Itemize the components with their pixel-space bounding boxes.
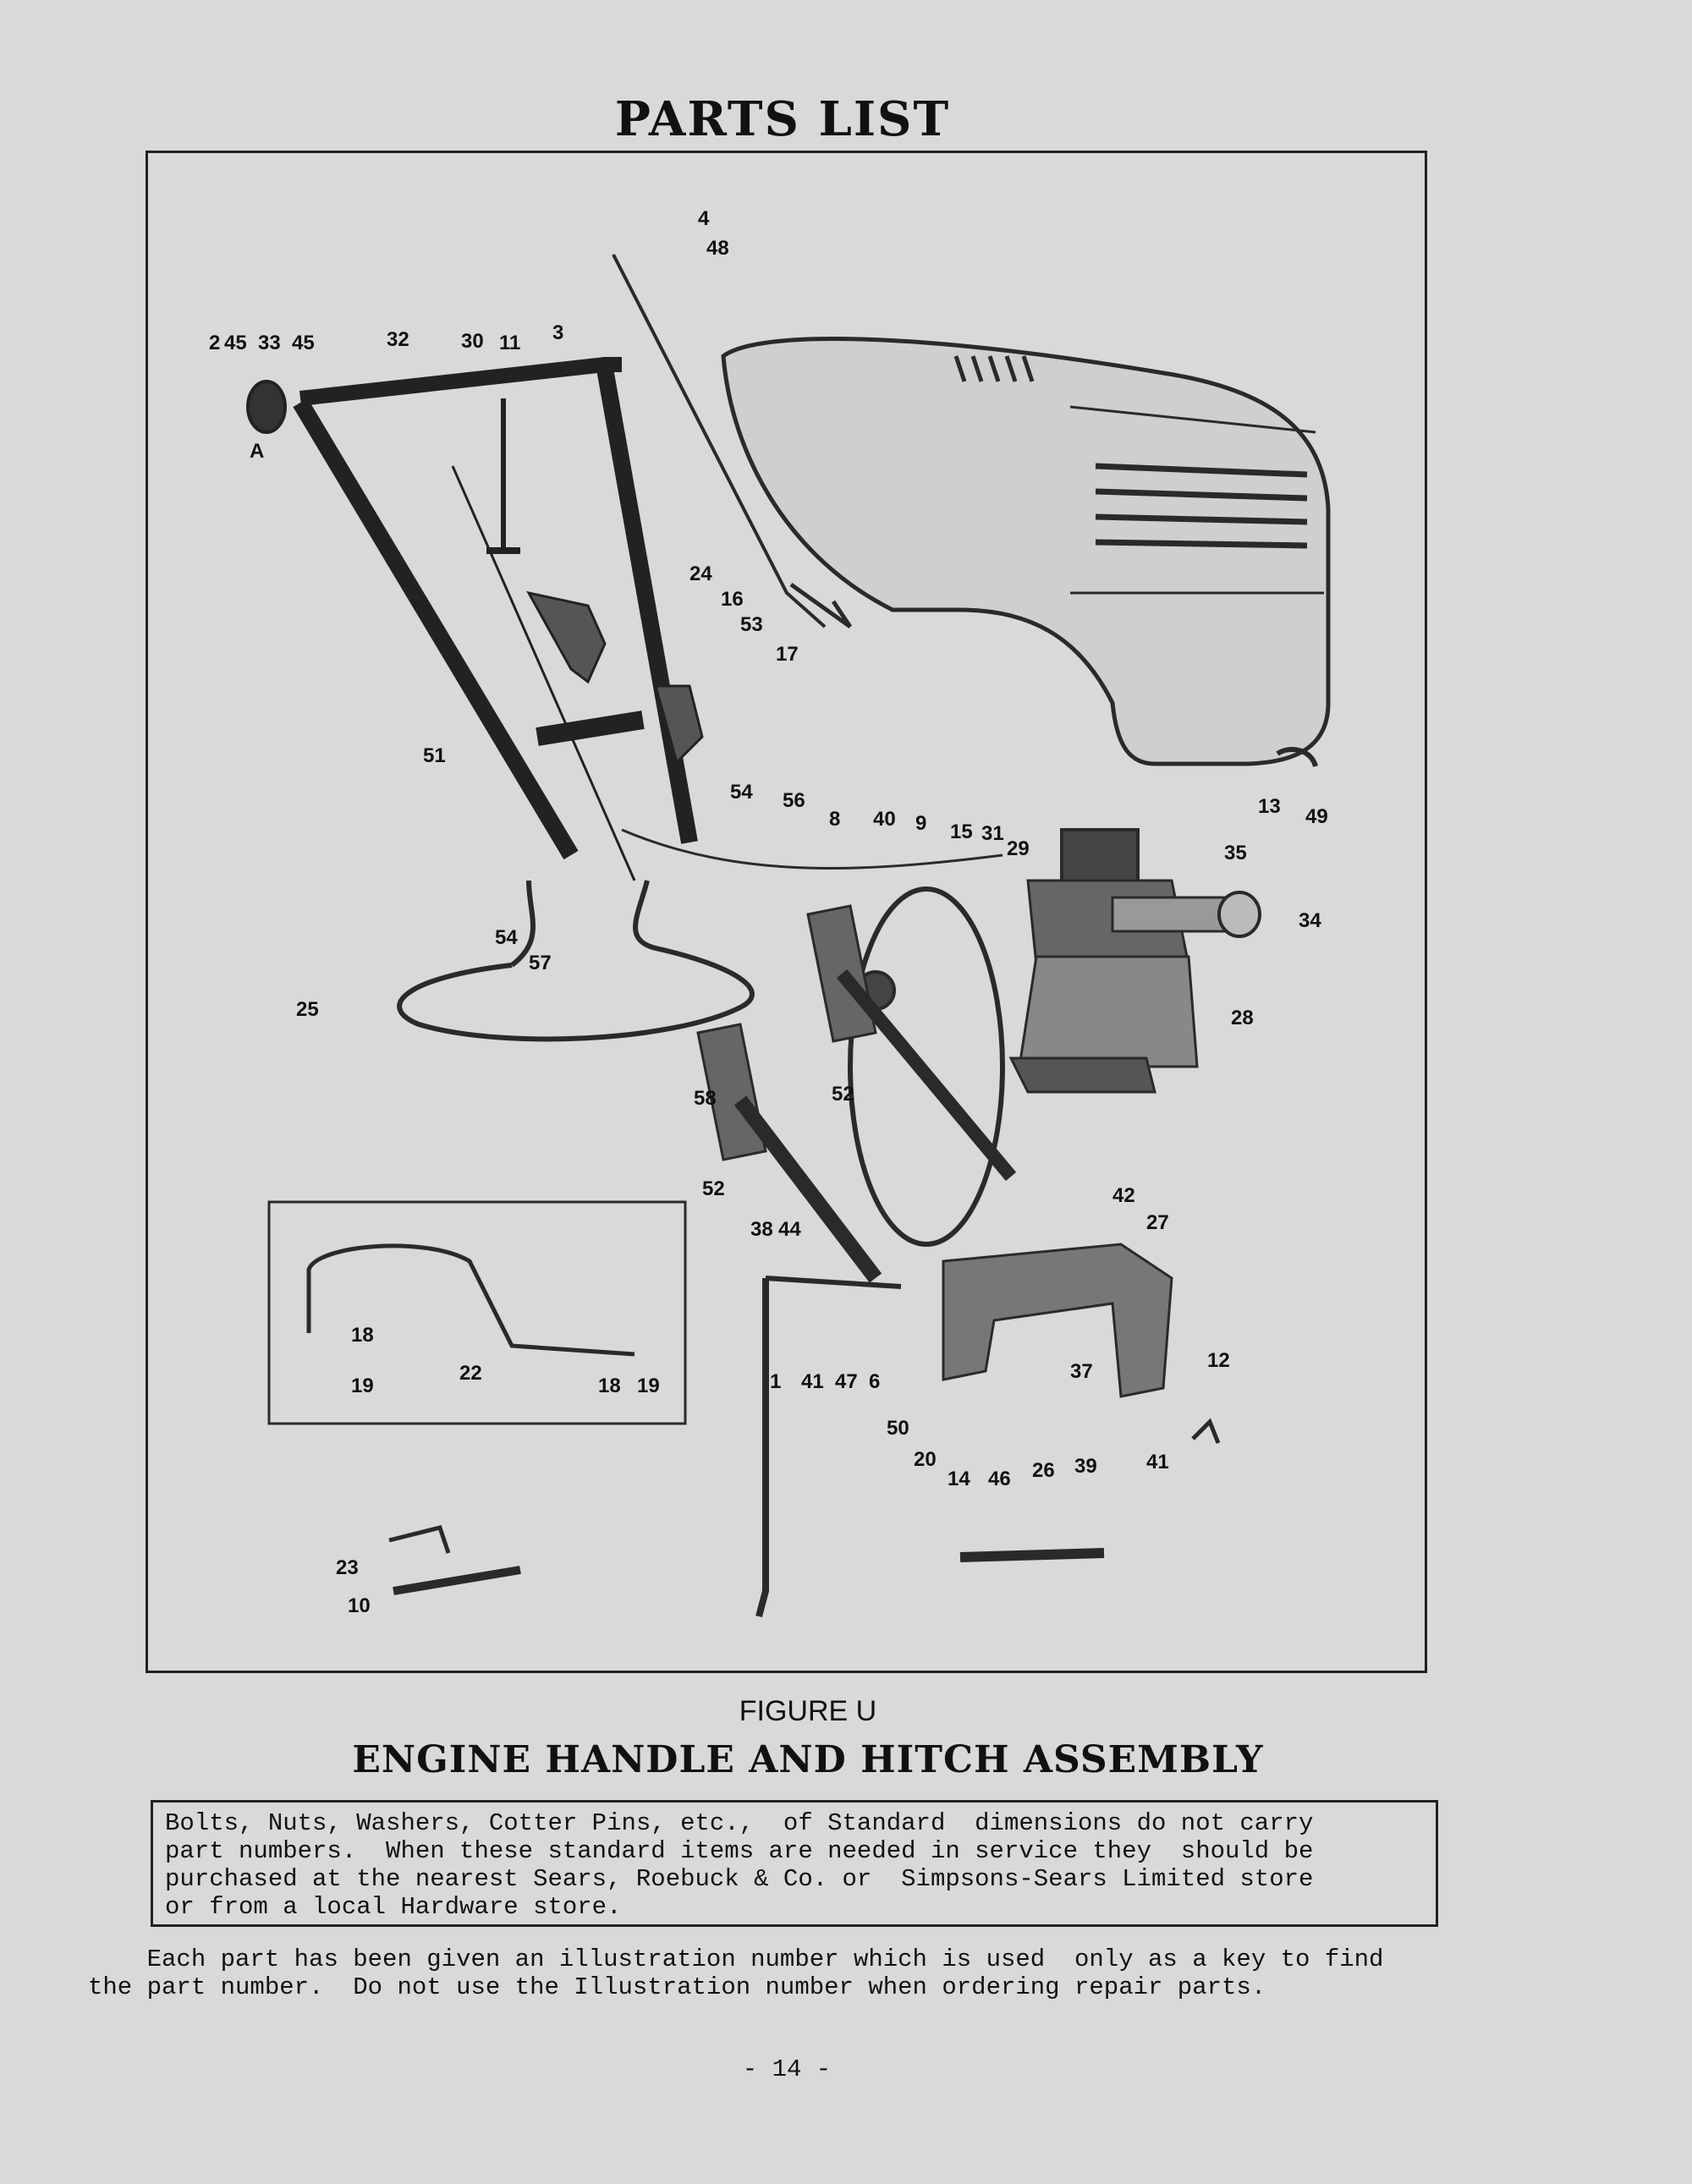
callout-53: 53 (740, 613, 763, 636)
callout-41b: 41 (1146, 1451, 1169, 1473)
callout-54b: 54 (495, 926, 518, 949)
callout-57: 57 (529, 952, 552, 974)
callout-32: 32 (387, 328, 409, 351)
callout-47: 47 (835, 1370, 858, 1393)
callout-24: 24 (689, 562, 712, 585)
callout-37: 37 (1070, 1360, 1093, 1383)
engine-hood-illustration (723, 339, 1328, 764)
callout-54: 54 (730, 781, 753, 804)
callout-15: 15 (950, 820, 973, 843)
callout-13: 13 (1258, 795, 1281, 818)
callout-4: 4 (698, 207, 710, 230)
callout-39: 39 (1074, 1455, 1097, 1478)
callout-18b: 18 (598, 1375, 621, 1397)
callout-27: 27 (1146, 1211, 1169, 1234)
exploded-parts-diagram (146, 151, 1427, 1673)
callout-56: 56 (783, 789, 805, 812)
callout-12: 12 (1207, 1349, 1230, 1372)
callout-52: 52 (832, 1083, 854, 1106)
callout-46: 46 (988, 1468, 1011, 1490)
callout-44: 44 (778, 1218, 801, 1241)
engine-illustration (1011, 830, 1260, 1092)
note-line: Each part has been given an illustration number which is used only as a key to find (88, 1945, 1384, 1973)
callout-19: 19 (351, 1375, 374, 1397)
callout-31: 31 (981, 822, 1004, 845)
callout-52b: 52 (702, 1177, 725, 1200)
callout-11: 11 (499, 332, 521, 354)
callout-28: 28 (1231, 1007, 1254, 1029)
callout-41: 41 (801, 1370, 824, 1393)
callout-14: 14 (948, 1468, 970, 1490)
figure-caption: FIGURE U (739, 1695, 877, 1727)
callout-58: 58 (694, 1087, 717, 1110)
callout-30: 30 (461, 330, 484, 353)
notice-line: Bolts, Nuts, Washers, Cotter Pins, etc., of Standard dimensions do not carry (165, 1809, 1314, 1837)
callout-45b: 45 (292, 332, 315, 354)
callout-33: 33 (258, 332, 281, 354)
callout-18: 18 (351, 1324, 374, 1347)
callout-17: 17 (776, 643, 799, 666)
callout-23: 23 (336, 1556, 359, 1579)
parts-illustration (148, 153, 1425, 1671)
callout-49: 49 (1305, 805, 1328, 828)
standard-hardware-notice (151, 1800, 1438, 1927)
page-title: PARTS LIST (614, 91, 951, 147)
callout-34: 34 (1299, 909, 1321, 932)
callout-10: 10 (348, 1594, 371, 1617)
callout-20: 20 (914, 1448, 937, 1471)
callout-51: 51 (423, 744, 446, 767)
callout-26: 26 (1032, 1459, 1055, 1482)
callout-35: 35 (1224, 842, 1247, 864)
callout-3: 3 (552, 321, 564, 344)
callout-29: 29 (1007, 837, 1030, 860)
callout-9: 9 (915, 812, 927, 835)
page-number: - 14 - (742, 2055, 832, 2083)
notice-line: purchased at the nearest Sears, Roebuck & Co. or Simpsons-Sears Limited store (165, 1865, 1314, 1893)
callout-40: 40 (873, 808, 896, 831)
handle-frame-illustration (248, 365, 702, 881)
callout-A: A (250, 440, 265, 463)
figure-title: ENGINE HANDLE AND HITCH ASSEMBLY (352, 1738, 1264, 1781)
callout-25: 25 (296, 998, 319, 1021)
illustration-number-note (88, 1945, 1594, 2001)
note-line: the part number. Do not use the Illustration number when ordering repair parts. (88, 1973, 1266, 2001)
callout-22: 22 (459, 1362, 482, 1385)
callout-16: 16 (721, 588, 744, 611)
callout-48: 48 (706, 237, 729, 260)
callout-1: 1 (770, 1370, 782, 1393)
callout-42: 42 (1112, 1184, 1135, 1207)
callout-8: 8 (829, 808, 841, 831)
callout-2: 2 (209, 332, 221, 354)
callout-6: 6 (869, 1370, 881, 1393)
callout-19b: 19 (637, 1375, 660, 1397)
notice-line: part numbers. When these standard items are needed in service they should be (165, 1837, 1314, 1865)
callout-38: 38 (750, 1218, 773, 1241)
callout-50: 50 (887, 1417, 909, 1440)
callout-45: 45 (224, 332, 247, 354)
notice-line: or from a local Hardware store. (165, 1893, 622, 1921)
